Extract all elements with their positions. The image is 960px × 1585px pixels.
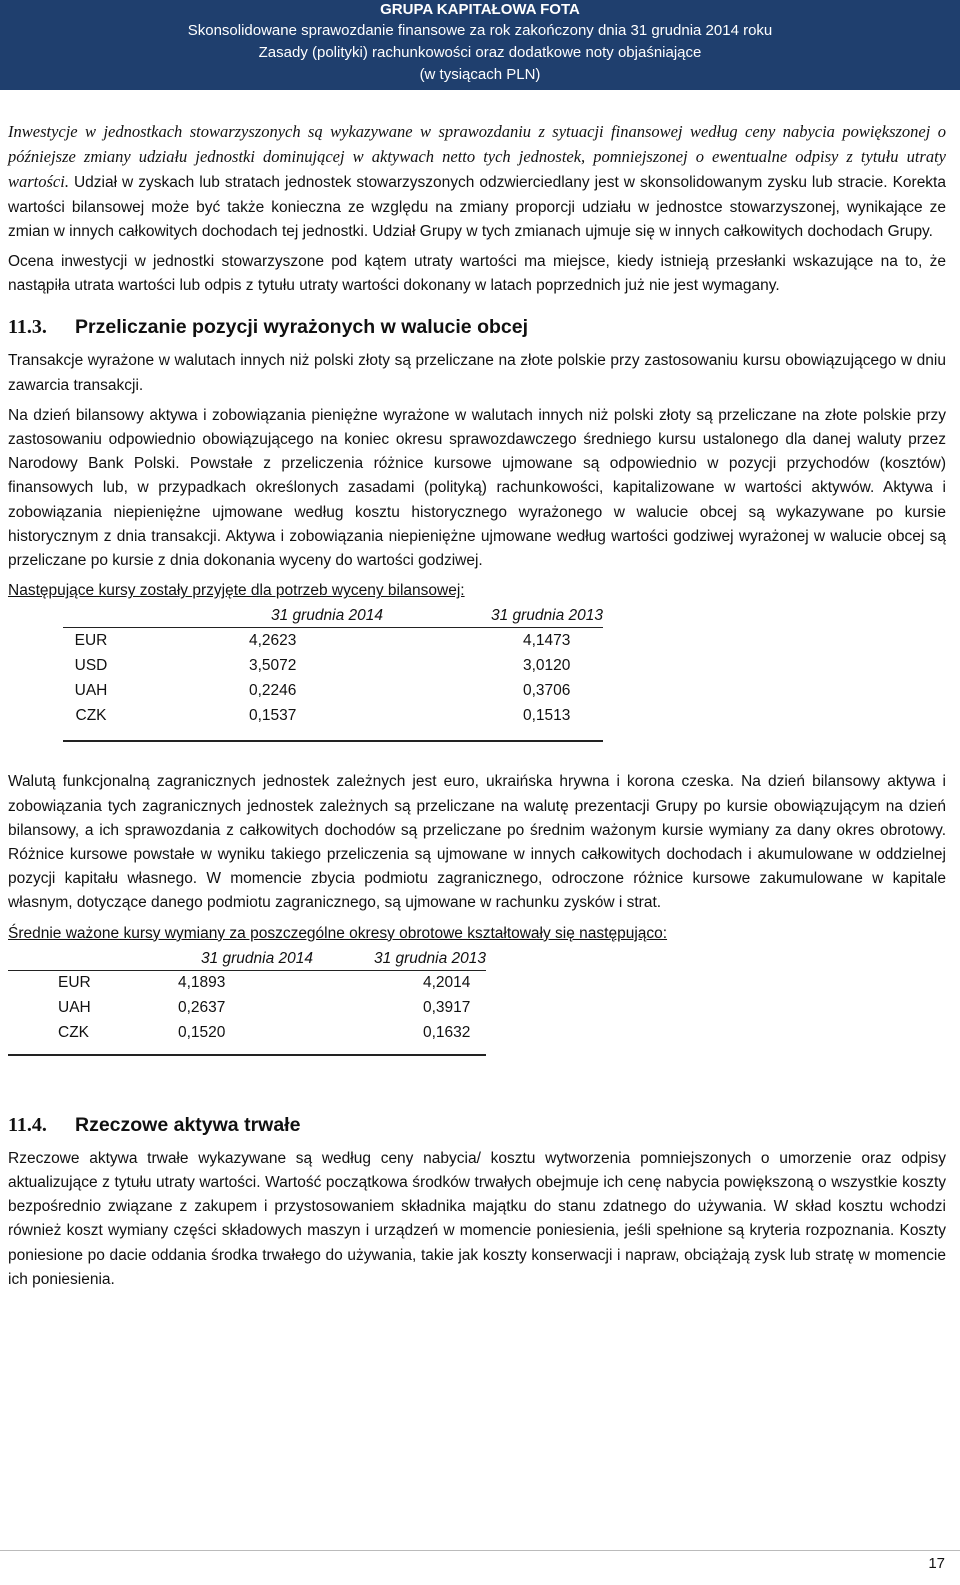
intro-italic-text: Inwestycje w jednostkach stowarzyszonych są wykazywane w sprawozdaniu z sytuacji finansowej według ceny nabycia powiększonej o późniejsze zmiany udziału jednostki dominującej w aktywach netto tych jednostek, pomniejszonej o ewentualne odpisy z tytułu utraty wartości. xyxy=(8,122,946,192)
document-header xyxy=(0,0,960,90)
rate-2014: 0,1537 xyxy=(249,706,297,724)
section-title: Przeliczanie pozycji wyrażonych w walucie obcej xyxy=(75,316,528,339)
document-body xyxy=(8,120,946,1292)
currency-code: USD xyxy=(74,656,108,674)
rate-2013: 0,3917 xyxy=(423,999,471,1017)
section-number: 11.4. xyxy=(8,1113,47,1136)
intro-paragraph-2: Ocena inwestycji w jednostki stowarzyszone pod kątem utraty wartości ma miejsce, kiedy istnieją przesłanki wskazujące na to, że nastąpiła utrata wartości lub odpis z tytułu utraty wartości dokonany w latach poprzednich już nie jest wymagany. xyxy=(8,253,946,295)
fixed-assets-paragraph: Rzeczowe aktywa trwałe wykazywane są według ceny nabycia/ kosztu wytworzenia pomniejszonych o umorzenie oraz odpisy aktualizujące z tytułu utraty wartości. Wartość początkowa środków trwałych obejmuje ich cenę nabycia powiększoną o wszystkie koszty bezpośrednio związane z zakupem i przystosowaniem składnika majątku do stanu zdatnego do używania. W skład kosztu wchodzi również koszt wymiany części składowych maszyn i urządzeń w momencie poniesienia, jeśli spełnione są kryteria rozpoznania. Koszty poniesione po dacie oddania środka trwałego do używania, takie jak koszty konserwacji i napraw, obciążają zysk lub stratę w momencie ich poniesienia. xyxy=(8,1149,946,1288)
rate-2013: 0,1632 xyxy=(423,1024,471,1042)
fx-paragraph-1: Transakcje wyrażone w walutach innych niż polski złoty są przeliczane na złote polskie przy zastosowaniu kursu obowiązującego w dniu zawarcia transakcji. xyxy=(8,352,946,394)
intro-normal-text: Udział w zyskach lub stratach jednostek stowarzyszonych odzwierciedlany jest w skonsolidowanym zysku lub stracie. Korekta wartości bilansowej może być także konieczna ze względu na zmiany proporcji udziału w jednostce stowarzyszonej, wynikające ze zmian w innych całkowitych dochodach tej jednostki. Udział Grupy w tych zmianach ujmuje się w innych całkowitych dochodach Grupy. xyxy=(8,174,946,240)
rate-2014: 0,2637 xyxy=(178,999,226,1017)
table-row xyxy=(8,970,486,996)
table1-caption xyxy=(8,579,946,603)
rate-2014: 0,1520 xyxy=(178,1024,226,1042)
table-row xyxy=(63,628,603,654)
rate-2013: 0,3706 xyxy=(523,681,571,699)
table2-caption-text: Średnie ważone kursy wymiany za poszczególne okresy obrotowe kształtowały się następująco: xyxy=(8,924,668,942)
page-number: 17 xyxy=(928,1555,945,1572)
average-rates-table xyxy=(8,950,486,1056)
rate-2013: 3,0120 xyxy=(523,656,571,674)
currency-code: EUR xyxy=(58,974,91,992)
fx-paragraph-2: Na dzień bilansowy aktywa i zobowiązania pieniężne wyrażone w walutach innych niż polski złoty są przeliczane na złote polskie przy zastosowaniu odpowiednio obowiązującego na koniec okresu sprawozdawczego średniego kursu ustalonego dla danej waluty przez Narodowy Bank Polski. Powstałe z przeliczenia różnice kursowe ujmowane są odpowiednio w pozycji przychodów (kosztów) finansowych lub, w przypadkach określonych zasadami (polityką) rachunkowości, kapitalizowane w wartości aktywów. Aktywa i zobowiązania niepieniężne ujmowane według kosztu historycznego wyrażonego w walucie obcej są wykazywane po kursie historycznym z dnia transakcji. Aktywa i zobowiązania niepieniężne ujmowane według wartości godziwej wyrażonej w walucie obcej są przeliczane po kursie z dnia dokonania wyceny do wartości godziwej. xyxy=(8,406,946,570)
section-number: 11.3. xyxy=(8,316,47,339)
footer-rule xyxy=(0,1550,960,1551)
table-row xyxy=(63,653,603,678)
rate-2014: 4,1893 xyxy=(178,974,226,992)
table-header-cell: 31 grudnia 2014 xyxy=(138,950,313,971)
header-company: GRUPA KAPITAŁOWA FOTA xyxy=(380,1,580,18)
rate-2013: 4,2014 xyxy=(423,974,471,992)
intro-paragraph-1 xyxy=(8,120,946,244)
rate-2013: 4,1473 xyxy=(523,631,571,649)
rate-2014: 4,2623 xyxy=(249,631,297,649)
section-11-3-heading xyxy=(8,316,946,339)
table-bottom-rule xyxy=(8,1046,486,1055)
table-header-cell xyxy=(8,950,138,971)
table-row xyxy=(8,996,486,1021)
table-row xyxy=(8,1021,486,1046)
table-row xyxy=(63,703,603,728)
section-11-4-heading xyxy=(8,1114,946,1137)
table-header-row xyxy=(8,950,486,971)
balance-rates-table xyxy=(63,607,603,742)
currency-code: CZK xyxy=(75,706,107,724)
currency-code: CZK xyxy=(58,1024,89,1042)
table-row xyxy=(63,678,603,703)
table1-caption-text: Następujące kursy zostały przyjęte dla potrzeb wyceny bilansowej: xyxy=(8,582,465,600)
rate-2013: 0,1513 xyxy=(523,706,571,724)
table-header-cell: 31 grudnia 2014 xyxy=(119,607,383,628)
table-header-cell: 31 grudnia 2013 xyxy=(313,950,486,971)
table-header-cell: 31 grudnia 2013 xyxy=(383,607,603,628)
section-title: Rzeczowe aktywa trwałe xyxy=(75,1113,301,1136)
table2-caption xyxy=(8,922,946,946)
rate-2014: 0,2246 xyxy=(249,681,297,699)
table-bottom-rule xyxy=(63,728,603,741)
table-header-row xyxy=(63,607,603,628)
currency-code: UAH xyxy=(58,999,91,1017)
fx-paragraph-3: Walutą funkcjonalną zagranicznych jednostek zależnych jest euro, ukraińska hrywna i korona czeska. Na dzień bilansowy aktywa i zobowiązania tych zagranicznych jednostek zależnych są przeliczane na walutę prezentacji Grupy po kursie obowiązującym na dzień bilansowy, a ich sprawozdania z całkowitych dochodów są przeliczane po średnim ważonym kursie wymiany za dany okres obrotowy. Różnice kursowe powstałe w wyniku takiego przeliczenia są ujmowane w innych całkowitych dochodach i akumulowane w oddzielnej pozycji kapitału własnego. W momencie zbycia podmiotu zagranicznego, odroczone różnice kursowe zakumulowane w kapitale własnym, dotyczące danego podmiotu zagranicznego, są ujmowane w rachunku zysków i strat. xyxy=(8,773,946,912)
currency-code: UAH xyxy=(74,681,108,699)
table-header-cell xyxy=(63,607,119,628)
header-section-title: Zasady (polityki) rachunkowości oraz dodatkowe noty objaśniające xyxy=(258,44,702,61)
header-report-title: Skonsolidowane sprawozdanie finansowe za rok zakończony dnia 31 grudnia 2014 roku xyxy=(187,22,773,39)
header-currency-note: (w tysiącach PLN) xyxy=(419,66,541,83)
currency-code: EUR xyxy=(74,631,108,649)
rate-2014: 3,5072 xyxy=(249,656,297,674)
